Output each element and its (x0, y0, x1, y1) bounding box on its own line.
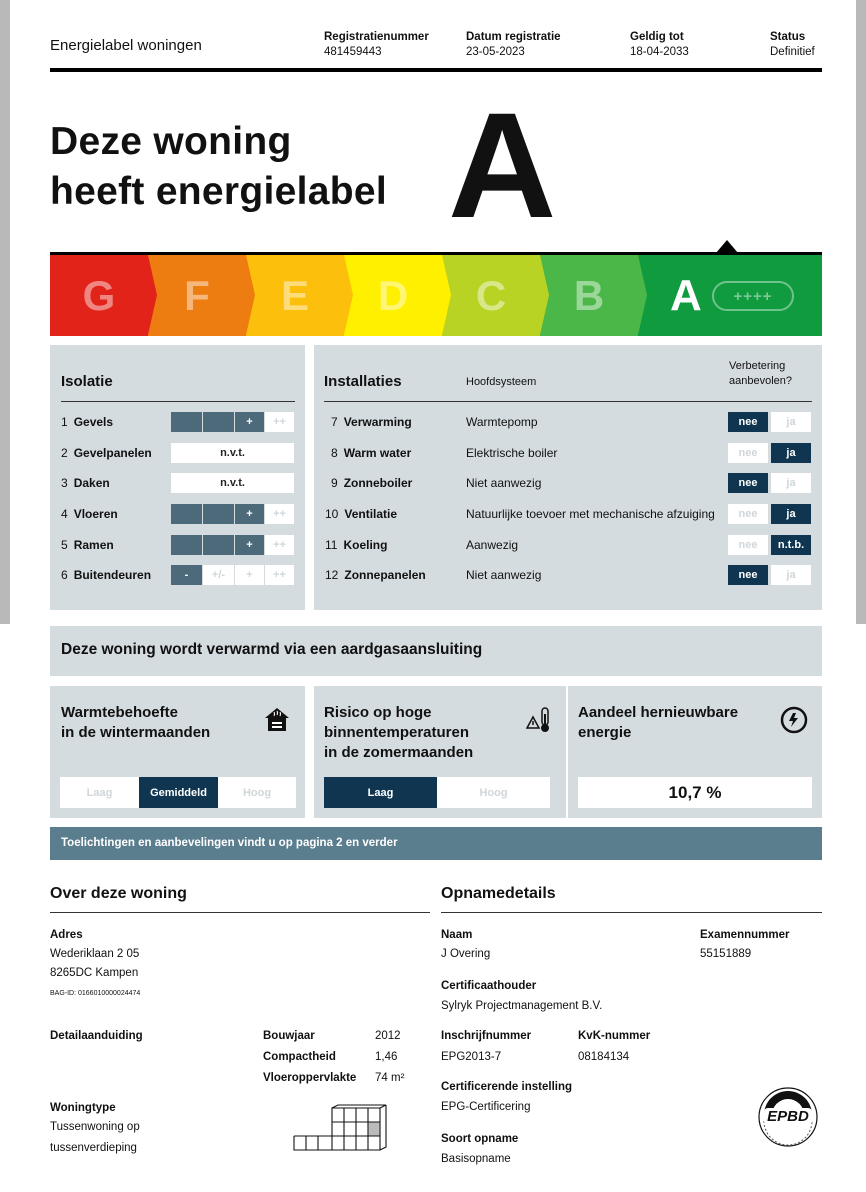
isolatie-panel (50, 345, 305, 610)
certificaathouder-value: Sylryk Projectmanagement B.V. (441, 1000, 603, 1012)
isolatie-row-gevels: 1 Gevels (61, 415, 114, 429)
header-divider (50, 68, 822, 72)
active-label-pointer-icon (716, 240, 738, 253)
over-woning-rule (50, 912, 430, 913)
inschrijfnummer-value: EPG2013-7 (441, 1051, 502, 1063)
kvk-label: KvK-nummer (578, 1030, 651, 1042)
warmtebehoefte-title-2: in de wintermaanden (61, 724, 211, 741)
soort-opname-value: Basisopname (441, 1153, 511, 1165)
bouwjaar-label: Bouwjaar (263, 1030, 315, 1042)
installatie-system: Natuurlijke toevoer met mechanische afzuiging (466, 507, 715, 521)
verbetering-nee: nee (728, 412, 768, 432)
compactheid-label: Compactheid (263, 1051, 336, 1063)
woningtype-line-1: Tussenwoning op (50, 1121, 140, 1133)
status (770, 30, 815, 60)
installatie-system: Niet aanwezig (466, 476, 542, 490)
registration-date-label: Datum registratie (466, 31, 561, 43)
energy-scale (50, 252, 822, 336)
adres-label: Adres (50, 929, 83, 941)
warmte-option-hoog: Hoog (218, 777, 296, 808)
rating-cell-active: - (171, 565, 202, 585)
risico-option-laag: Laag (324, 777, 437, 808)
heating-banner (50, 626, 822, 676)
headline-line-1: Deze woning (50, 120, 292, 163)
scale-b: B (540, 255, 638, 336)
arrow-6 (638, 255, 647, 335)
headline-line-2: heeft energielabel (50, 170, 388, 213)
isolatie-row-gevelpanelen: 2 Gevelpanelen (61, 446, 152, 460)
installaties-panel (314, 345, 822, 610)
adres-line-2: 8265DC Kampen (50, 967, 139, 979)
kvk-value: 08184134 (578, 1051, 630, 1063)
verbetering-nee: nee (728, 443, 768, 463)
scale-f: F (148, 255, 246, 336)
installatie-system: Warmtepomp (466, 415, 538, 429)
rating-cell (203, 535, 234, 555)
rating-nvt: n.v.t. (171, 443, 294, 463)
instelling-value: EPG-Certificering (441, 1101, 531, 1113)
left-frame (0, 0, 10, 624)
epbd-logo-text: EPBD (764, 1108, 812, 1125)
detailaanduiding-label: Detailaanduiding (50, 1030, 143, 1042)
hoofdsysteem-header: Hoofdsysteem (466, 376, 537, 388)
isolatie-row-ramen: 5 Ramen (61, 538, 114, 552)
arrow-1 (148, 255, 157, 335)
energy-label-page (10, 0, 856, 1192)
certificaathouder-label: Certificaathouder (441, 980, 537, 992)
verbetering-ja: ja (771, 443, 811, 463)
warmtebehoefte-title (61, 703, 210, 743)
verbetering-ja: ja (771, 412, 811, 432)
adres-line-1: Wederiklaan 2 05 (50, 948, 140, 960)
arrow-5 (540, 255, 549, 335)
installaties-title: Installaties (324, 373, 402, 390)
risico-option-hoog: Hoog (437, 777, 550, 808)
status-value: Definitief (770, 46, 815, 58)
warmte-option-laag: Laag (60, 777, 139, 808)
verbetering-line-2: aanbevolen? (729, 375, 793, 387)
verbetering-nee: nee (728, 473, 768, 493)
woningtype-label: Woningtype (50, 1102, 116, 1114)
installatie-system: Elektrische boiler (466, 446, 558, 460)
house-heat-icon (262, 704, 292, 734)
plus-indicator: ++++ (712, 281, 794, 311)
scale-e: E (246, 255, 344, 336)
installaties-rule (324, 401, 812, 402)
bag-id: BAG-ID: 0166010000024474 (50, 990, 141, 997)
verbetering-line-1: Verbetering (729, 360, 786, 372)
arrow-2 (246, 255, 255, 335)
arrow-4 (442, 255, 451, 335)
isolatie-title: Isolatie (61, 373, 113, 390)
registration-number (324, 30, 429, 60)
arrow-3 (344, 255, 353, 335)
registration-number-value: 481459443 (324, 46, 382, 58)
rating-cell-active: + (235, 504, 264, 524)
hernieuwbaar-panel (568, 686, 822, 818)
registration-number-label: Registratienummer (324, 31, 429, 43)
toelichting-strip: Toelichtingen en aanbevelingen vindt u op pagina 2 en verder (50, 827, 822, 860)
risico-title-2: binnentemperaturen (324, 724, 470, 741)
hernieuwbaar-title (578, 703, 738, 743)
opname-rule (441, 912, 822, 913)
renewable-energy-icon (778, 704, 810, 736)
installatie-system: Aanwezig (466, 538, 519, 552)
verbetering-nee: nee (728, 504, 768, 524)
vloeroppervlakte-label: Vloeroppervlakte (263, 1072, 357, 1084)
thermometer-warning-icon (524, 704, 554, 734)
verbetering-header (729, 359, 792, 389)
risico-title-3: in de zomermaanden (324, 744, 474, 761)
installatie-system: Niet aanwezig (466, 568, 542, 582)
status-label: Status (770, 31, 806, 43)
isolatie-row-buitendeuren: 6 Buitendeuren (61, 568, 152, 582)
scale-c: C (442, 255, 540, 336)
woningtype-line-2: tussenverdieping (50, 1142, 137, 1154)
hernieuwbaar-title-2: energie (578, 724, 632, 741)
right-frame (856, 0, 866, 624)
verbetering-ja: ja (771, 504, 811, 524)
valid-until (630, 30, 689, 60)
isolatie-rule (61, 401, 295, 402)
installatie-row-ventilatie: 10 Ventilatie (325, 507, 398, 521)
rating-cell (171, 412, 202, 432)
scale-g: G (50, 255, 148, 336)
energy-label-letter: A (448, 81, 557, 249)
soort-opname-label: Soort opname (441, 1133, 519, 1145)
installatie-row-zonneboiler: 9 Zonneboiler (331, 476, 413, 490)
rating-cell: +/- (203, 565, 234, 585)
isolatie-row-daken: 3 Daken (61, 476, 110, 490)
warmte-option-gemiddeld: Gemiddeld (139, 777, 218, 808)
verbetering-ntb: n.t.b. (771, 535, 811, 555)
opname-title: Opnamedetails (441, 885, 556, 902)
warmtebehoefte-panel (50, 686, 305, 818)
rating-cell (203, 504, 234, 524)
rating-cell (171, 504, 202, 524)
valid-until-label: Geldig tot (630, 31, 684, 43)
rating-cell: + (235, 565, 264, 585)
verbetering-ja: ja (771, 473, 811, 493)
inschrijfnummer-label: Inschrijfnummer (441, 1030, 532, 1042)
verbetering-nee: nee (728, 565, 768, 585)
epbd-logo-icon (756, 1085, 820, 1149)
vloeroppervlakte-value: 74 m² (375, 1072, 405, 1084)
installatie-row-warm-water: 8 Warm water (331, 446, 412, 460)
instelling-label: Certificerende instelling (441, 1081, 573, 1093)
examennummer-value: 55151889 (700, 948, 752, 960)
building-type-icon (292, 1104, 388, 1154)
risico-panel (314, 686, 566, 818)
risico-title (324, 703, 473, 763)
rating-cell-active: + (235, 535, 264, 555)
compactheid-value: 1,46 (375, 1051, 398, 1063)
registration-date-value: 23-05-2023 (466, 46, 525, 58)
heating-banner-text: Deze woning wordt verwarmd via een aardgasaansluiting (61, 641, 483, 658)
rating-cell: ++ (265, 535, 294, 555)
rating-cell-active: + (235, 412, 264, 432)
installatie-row-verwarming: 7 Verwarming (331, 415, 412, 429)
verbetering-ja: ja (771, 565, 811, 585)
rating-cell: ++ (265, 504, 294, 524)
registration-date (466, 30, 561, 60)
over-woning-title: Over deze woning (50, 885, 187, 902)
scale-d: D (344, 255, 442, 336)
rating-cell (203, 412, 234, 432)
rating-cell (171, 535, 202, 555)
installatie-row-zonnepanelen: 12 Zonnepanelen (325, 568, 426, 582)
rating-cell: ++ (265, 565, 294, 585)
verbetering-nee: nee (728, 535, 768, 555)
rating-cell: ++ (265, 412, 294, 432)
document-title: Energielabel woningen (50, 37, 202, 54)
isolatie-row-vloeren: 4 Vloeren (61, 507, 118, 521)
headline (50, 117, 387, 217)
valid-until-value: 18-04-2033 (630, 46, 689, 58)
scale-a: A (638, 255, 822, 336)
rating-nvt: n.v.t. (171, 473, 294, 493)
hernieuwbaar-value: 10,7 % (578, 777, 812, 808)
risico-title-1: Risico op hoge (324, 704, 432, 721)
bouwjaar-value: 2012 (375, 1030, 401, 1042)
examennummer-label: Examennummer (700, 929, 790, 941)
installatie-row-koeling: 11 Koeling (325, 538, 388, 552)
warmtebehoefte-title-1: Warmtebehoefte (61, 704, 178, 721)
naam-label: Naam (441, 929, 473, 941)
hernieuwbaar-title-1: Aandeel hernieuwbare (578, 704, 739, 721)
naam-value: J Overing (441, 948, 491, 960)
